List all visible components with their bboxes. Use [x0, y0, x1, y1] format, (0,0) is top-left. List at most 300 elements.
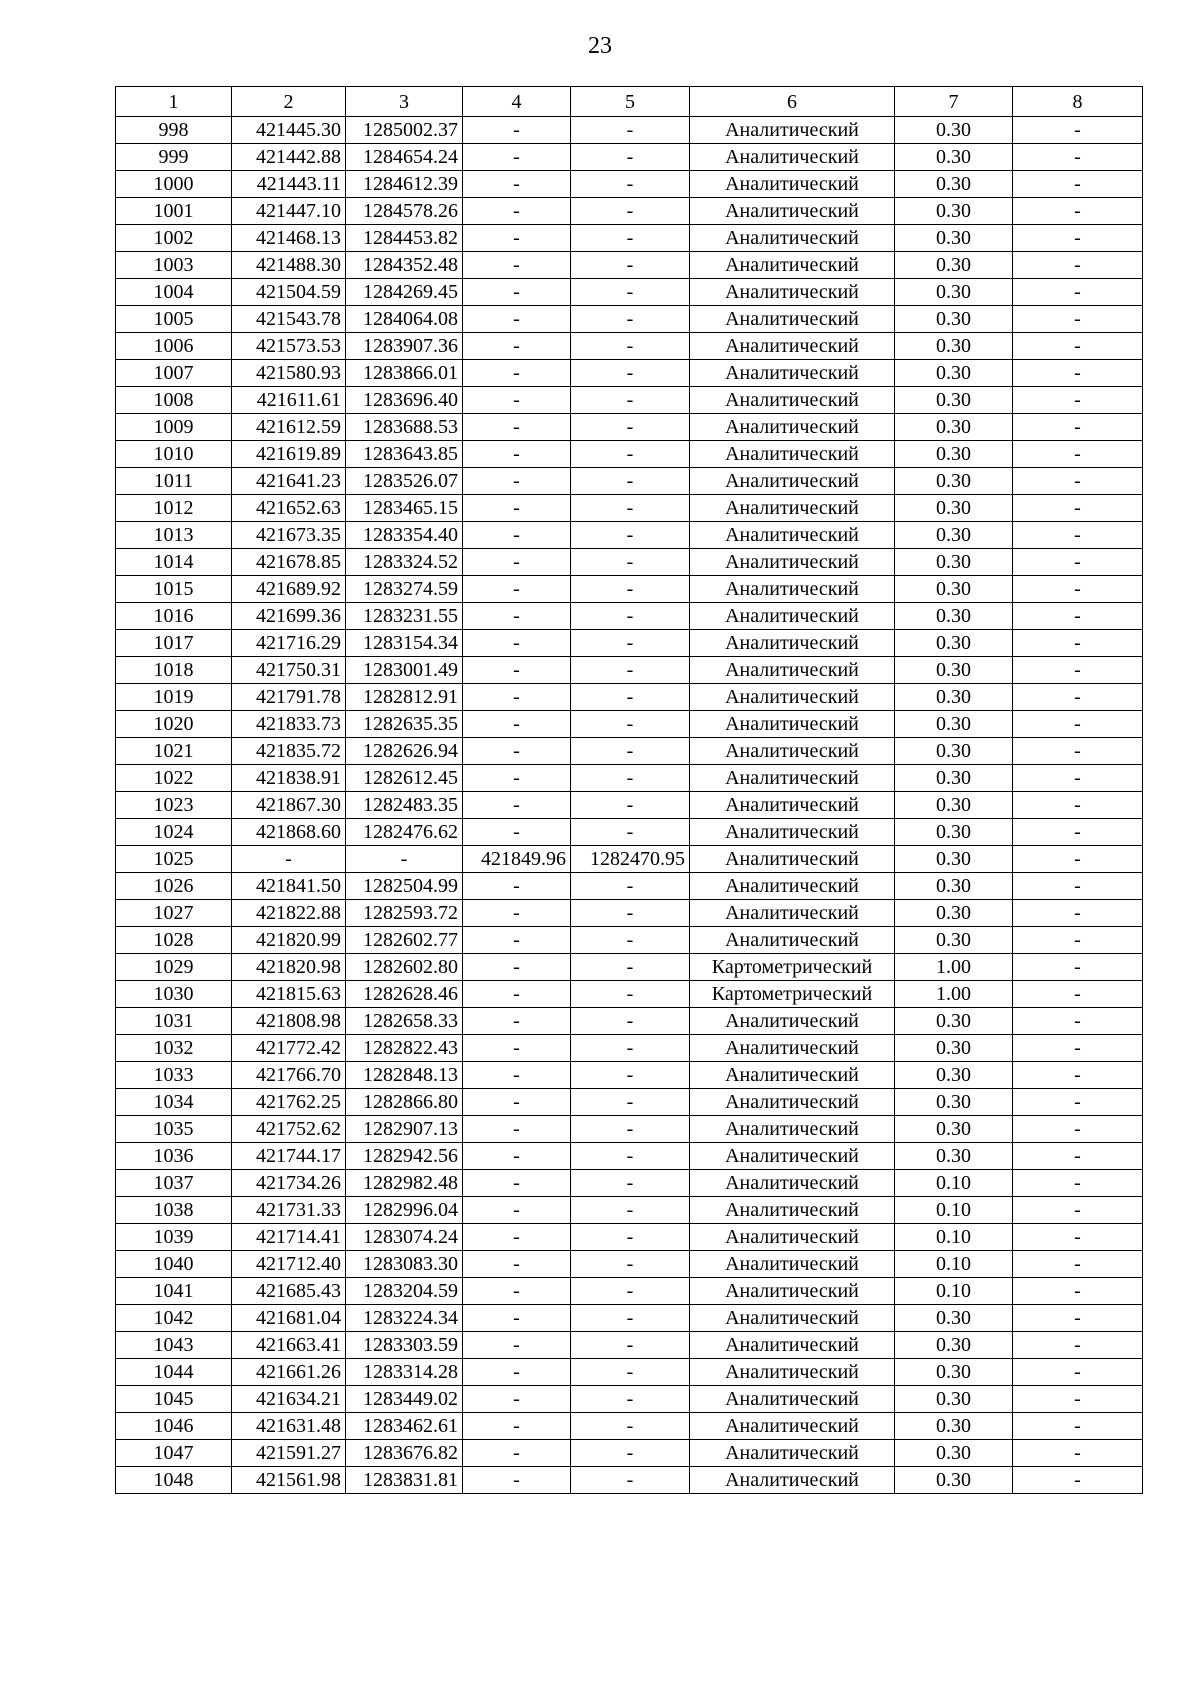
table-cell-col-7: 0.30 [895, 684, 1013, 711]
table-cell-col-8: - [1013, 1305, 1143, 1332]
table-cell-col-1: 1040 [116, 1251, 232, 1278]
table-cell-col-4: - [463, 1143, 571, 1170]
table-cell-col-2: 421685.43 [232, 1278, 346, 1305]
table-cell-col-2: 421867.30 [232, 792, 346, 819]
table-row [116, 252, 1143, 279]
table-cell-col-7: 0.30 [895, 738, 1013, 765]
table-cell-col-7: 0.30 [895, 1305, 1013, 1332]
table-cell-col-2: 421734.26 [232, 1170, 346, 1197]
table-cell-col-5: - [571, 819, 690, 846]
table-cell-col-7: 0.30 [895, 792, 1013, 819]
table-cell-col-2: 421712.40 [232, 1251, 346, 1278]
table-cell-col-8: - [1013, 738, 1143, 765]
table-cell-col-6: Аналитический [690, 441, 895, 468]
table-cell-col-4: - [463, 522, 571, 549]
table-cell-col-1: 1001 [116, 198, 232, 225]
table-cell-col-2: 421443.11 [232, 171, 346, 198]
table-cell-col-8: - [1013, 495, 1143, 522]
table-cell-col-4: - [463, 198, 571, 225]
table-row [116, 333, 1143, 360]
table-cell-col-8: - [1013, 306, 1143, 333]
table-cell-col-7: 0.30 [895, 1035, 1013, 1062]
table-cell-col-5: - [571, 117, 690, 144]
table-row [116, 495, 1143, 522]
table-cell-col-3: 1283303.59 [346, 1332, 463, 1359]
table-cell-col-3: 1282628.46 [346, 981, 463, 1008]
table-row [116, 1251, 1143, 1278]
table-cell-col-4: - [463, 657, 571, 684]
table-cell-col-3: 1283083.30 [346, 1251, 463, 1278]
table-cell-col-7: 0.30 [895, 522, 1013, 549]
table-cell-col-6: Аналитический [690, 360, 895, 387]
table-cell-col-1: 1006 [116, 333, 232, 360]
table-cell-col-7: 0.10 [895, 1197, 1013, 1224]
table-cell-col-4: - [463, 387, 571, 414]
table-cell-col-8: - [1013, 549, 1143, 576]
table-cell-col-6: Аналитический [690, 306, 895, 333]
table-cell-col-3: 1282812.91 [346, 684, 463, 711]
table-cell-col-2: 421815.63 [232, 981, 346, 1008]
table-cell-col-6: Аналитический [690, 117, 895, 144]
table-cell-col-3: 1283314.28 [346, 1359, 463, 1386]
table-cell-col-8: - [1013, 1332, 1143, 1359]
table-row [116, 144, 1143, 171]
table-cell-col-4: - [463, 765, 571, 792]
table-cell-col-6: Аналитический [690, 495, 895, 522]
table-cell-col-3: 1283001.49 [346, 657, 463, 684]
table-cell-col-7: 0.30 [895, 1332, 1013, 1359]
table-cell-col-2: 421612.59 [232, 414, 346, 441]
table-cell-col-5: - [571, 1413, 690, 1440]
table-row [116, 549, 1143, 576]
table-cell-col-5: - [571, 144, 690, 171]
table-cell-col-1: 1032 [116, 1035, 232, 1062]
table-cell-col-3: 1282626.94 [346, 738, 463, 765]
table-cell-col-6: Аналитический [690, 1224, 895, 1251]
table-cell-col-3: 1283224.34 [346, 1305, 463, 1332]
table-cell-col-3: 1283274.59 [346, 576, 463, 603]
table-cell-col-8: - [1013, 711, 1143, 738]
table-cell-col-1: 1033 [116, 1062, 232, 1089]
table-cell-col-6: Аналитический [690, 1332, 895, 1359]
table-cell-col-4: - [463, 171, 571, 198]
table-cell-col-3: 1284269.45 [346, 279, 463, 306]
table-cell-col-4: - [463, 603, 571, 630]
table-cell-col-4: - [463, 576, 571, 603]
table-cell-col-8: - [1013, 792, 1143, 819]
column-header-4: 4 [463, 87, 571, 117]
table-cell-col-3: 1283462.61 [346, 1413, 463, 1440]
table-cell-col-6: Аналитический [690, 657, 895, 684]
table-row [116, 1332, 1143, 1359]
table-cell-col-4: - [463, 1359, 571, 1386]
table-cell-col-8: - [1013, 927, 1143, 954]
table-cell-col-6: Аналитический [690, 522, 895, 549]
table-cell-col-2: 421634.21 [232, 1386, 346, 1413]
table-row [116, 1089, 1143, 1116]
table-cell-col-5: 1282470.95 [571, 846, 690, 873]
table-row [116, 900, 1143, 927]
table-cell-col-3: 1284064.08 [346, 306, 463, 333]
table-row [116, 630, 1143, 657]
table-cell-col-1: 998 [116, 117, 232, 144]
table-cell-col-1: 1029 [116, 954, 232, 981]
table-cell-col-4: - [463, 1278, 571, 1305]
table-cell-col-8: - [1013, 171, 1143, 198]
table-cell-col-4: - [463, 981, 571, 1008]
table-cell-col-8: - [1013, 900, 1143, 927]
table-cell-col-3: 1284612.39 [346, 171, 463, 198]
table-cell-col-5: - [571, 306, 690, 333]
table-cell-col-8: - [1013, 414, 1143, 441]
table-cell-col-7: 0.30 [895, 873, 1013, 900]
table-cell-col-6: Аналитический [690, 684, 895, 711]
table-cell-col-1: 1045 [116, 1386, 232, 1413]
table-cell-col-1: 999 [116, 144, 232, 171]
column-header-7: 7 [895, 87, 1013, 117]
table-cell-col-3: 1283526.07 [346, 468, 463, 495]
table-cell-col-1: 1015 [116, 576, 232, 603]
table-cell-col-8: - [1013, 1008, 1143, 1035]
table-cell-col-3: 1283154.34 [346, 630, 463, 657]
table-cell-col-5: - [571, 1089, 690, 1116]
table-cell-col-2: 421641.23 [232, 468, 346, 495]
table-cell-col-1: 1037 [116, 1170, 232, 1197]
table-cell-col-1: 1012 [116, 495, 232, 522]
table-cell-col-8: - [1013, 1359, 1143, 1386]
table-cell-col-2: 421619.89 [232, 441, 346, 468]
table-cell-col-7: 0.10 [895, 1278, 1013, 1305]
table-cell-col-5: - [571, 441, 690, 468]
table-cell-col-5: - [571, 1440, 690, 1467]
table-row [116, 387, 1143, 414]
table-row [116, 1035, 1143, 1062]
table-cell-col-7: 0.30 [895, 819, 1013, 846]
table-cell-col-2: 421447.10 [232, 198, 346, 225]
table-cell-col-7: 0.30 [895, 414, 1013, 441]
table-cell-col-2: 421504.59 [232, 279, 346, 306]
table-cell-col-3: 1284578.26 [346, 198, 463, 225]
table-cell-col-2: 421841.50 [232, 873, 346, 900]
table-cell-col-8: - [1013, 630, 1143, 657]
table-cell-col-7: 0.30 [895, 144, 1013, 171]
table-cell-col-2: 421744.17 [232, 1143, 346, 1170]
table-cell-col-4: - [463, 144, 571, 171]
table-cell-col-6: Аналитический [690, 873, 895, 900]
table-cell-col-7: 0.30 [895, 279, 1013, 306]
table-cell-col-5: - [571, 1278, 690, 1305]
table-cell-col-1: 1019 [116, 684, 232, 711]
table-cell-col-7: 0.30 [895, 306, 1013, 333]
table-cell-col-2: 421580.93 [232, 360, 346, 387]
table-cell-col-8: - [1013, 1413, 1143, 1440]
table-cell-col-1: 1025 [116, 846, 232, 873]
table-cell-col-6: Аналитический [690, 1089, 895, 1116]
table-cell-col-7: 0.30 [895, 468, 1013, 495]
table-cell-col-4: - [463, 1440, 571, 1467]
table-cell-col-1: 1005 [116, 306, 232, 333]
table-cell-col-1: 1021 [116, 738, 232, 765]
table-row [116, 1305, 1143, 1332]
table-cell-col-7: 0.30 [895, 1359, 1013, 1386]
table-cell-col-1: 1009 [116, 414, 232, 441]
table-cell-col-7: 0.30 [895, 603, 1013, 630]
table-cell-col-2: 421468.13 [232, 225, 346, 252]
table-cell-col-3: 1283866.01 [346, 360, 463, 387]
table-cell-col-1: 1004 [116, 279, 232, 306]
table-cell-col-6: Аналитический [690, 927, 895, 954]
table-cell-col-1: 1017 [116, 630, 232, 657]
table-cell-col-6: Аналитический [690, 1035, 895, 1062]
table-cell-col-2: 421838.91 [232, 765, 346, 792]
table-cell-col-3: 1282476.62 [346, 819, 463, 846]
table-cell-col-3: 1282602.80 [346, 954, 463, 981]
table-row [116, 819, 1143, 846]
table-cell-col-6: Аналитический [690, 468, 895, 495]
table-cell-col-6: Аналитический [690, 603, 895, 630]
table-cell-col-2: 421442.88 [232, 144, 346, 171]
table-cell-col-4: - [463, 225, 571, 252]
table-cell-col-3: 1283204.59 [346, 1278, 463, 1305]
table-cell-col-5: - [571, 252, 690, 279]
table-cell-col-4: - [463, 684, 571, 711]
table-cell-col-8: - [1013, 252, 1143, 279]
table-cell-col-8: - [1013, 684, 1143, 711]
table-cell-col-7: 0.10 [895, 1170, 1013, 1197]
table-cell-col-4: - [463, 1062, 571, 1089]
table-row [116, 306, 1143, 333]
table-cell-col-3: 1283643.85 [346, 441, 463, 468]
table-cell-col-8: - [1013, 1251, 1143, 1278]
table-cell-col-1: 1018 [116, 657, 232, 684]
column-header-3: 3 [346, 87, 463, 117]
table-cell-col-1: 1026 [116, 873, 232, 900]
table-cell-col-5: - [571, 225, 690, 252]
table-cell-col-3: 1283688.53 [346, 414, 463, 441]
table-cell-col-2: 421772.42 [232, 1035, 346, 1062]
table-cell-col-8: - [1013, 333, 1143, 360]
table-cell-col-5: - [571, 900, 690, 927]
table-cell-col-6: Аналитический [690, 1116, 895, 1143]
table-cell-col-5: - [571, 1251, 690, 1278]
table-cell-col-6: Аналитический [690, 1467, 895, 1494]
table-cell-col-5: - [571, 1035, 690, 1062]
table-cell-col-5: - [571, 468, 690, 495]
table-cell-col-5: - [571, 954, 690, 981]
table-cell-col-7: 0.30 [895, 576, 1013, 603]
table-cell-col-6: Аналитический [690, 279, 895, 306]
table-cell-col-5: - [571, 1170, 690, 1197]
table-cell-col-3: 1283074.24 [346, 1224, 463, 1251]
table-row [116, 1224, 1143, 1251]
table-cell-col-1: 1035 [116, 1116, 232, 1143]
table-cell-col-4: - [463, 738, 571, 765]
table-cell-col-4: - [463, 1089, 571, 1116]
table-row [116, 522, 1143, 549]
table-cell-col-2: 421791.78 [232, 684, 346, 711]
table-cell-col-1: 1044 [116, 1359, 232, 1386]
table-cell-col-3: 1284453.82 [346, 225, 463, 252]
table-cell-col-6: Аналитический [690, 1278, 895, 1305]
table-cell-col-5: - [571, 927, 690, 954]
table-cell-col-6: Аналитический [690, 900, 895, 927]
table-cell-col-7: 0.30 [895, 495, 1013, 522]
table-cell-col-4: 421849.96 [463, 846, 571, 873]
table-cell-col-2: 421561.98 [232, 1467, 346, 1494]
table-cell-col-1: 1036 [116, 1143, 232, 1170]
table-row [116, 792, 1143, 819]
column-header-1: 1 [116, 87, 232, 117]
table-row [116, 117, 1143, 144]
table-cell-col-7: 0.30 [895, 1467, 1013, 1494]
table-cell-col-5: - [571, 414, 690, 441]
column-header-8: 8 [1013, 87, 1143, 117]
table-cell-col-7: 0.30 [895, 630, 1013, 657]
table-cell-col-6: Аналитический [690, 1305, 895, 1332]
table-cell-col-4: - [463, 792, 571, 819]
table-row [116, 873, 1143, 900]
table-cell-col-5: - [571, 333, 690, 360]
table-cell-col-3: 1282848.13 [346, 1062, 463, 1089]
table-cell-col-5: - [571, 1305, 690, 1332]
table-cell-col-2: - [232, 846, 346, 873]
table-cell-col-6: Аналитический [690, 414, 895, 441]
table-cell-col-4: - [463, 333, 571, 360]
table-cell-col-3: 1283449.02 [346, 1386, 463, 1413]
table-row [116, 954, 1143, 981]
table-cell-col-6: Аналитический [690, 792, 895, 819]
table-cell-col-7: 0.30 [895, 657, 1013, 684]
table-cell-col-5: - [571, 684, 690, 711]
table-cell-col-2: 421673.35 [232, 522, 346, 549]
table-cell-col-7: 0.30 [895, 549, 1013, 576]
table-cell-col-5: - [571, 387, 690, 414]
table-row [116, 981, 1143, 1008]
table-cell-col-1: 1010 [116, 441, 232, 468]
table-cell-col-5: - [571, 1467, 690, 1494]
table-cell-col-1: 1046 [116, 1413, 232, 1440]
table-cell-col-3: 1282658.33 [346, 1008, 463, 1035]
table-cell-col-4: - [463, 279, 571, 306]
table-cell-col-1: 1007 [116, 360, 232, 387]
table-cell-col-4: - [463, 441, 571, 468]
table-row [116, 1008, 1143, 1035]
table-cell-col-2: 421833.73 [232, 711, 346, 738]
table-cell-col-6: Аналитический [690, 198, 895, 225]
table-cell-col-3: 1283231.55 [346, 603, 463, 630]
table-cell-col-4: - [463, 1413, 571, 1440]
table-cell-col-4: - [463, 1008, 571, 1035]
table-cell-col-7: 0.30 [895, 171, 1013, 198]
table-row [116, 414, 1143, 441]
table-cell-col-6: Аналитический [690, 252, 895, 279]
table-row [116, 225, 1143, 252]
table-cell-col-2: 421591.27 [232, 1440, 346, 1467]
table-cell-col-1: 1038 [116, 1197, 232, 1224]
table-cell-col-6: Аналитический [690, 333, 895, 360]
table-cell-col-1: 1013 [116, 522, 232, 549]
table-cell-col-3: 1283354.40 [346, 522, 463, 549]
table-cell-col-7: 0.30 [895, 765, 1013, 792]
column-header-2: 2 [232, 87, 346, 117]
table-cell-col-1: 1020 [116, 711, 232, 738]
table-cell-col-3: 1283676.82 [346, 1440, 463, 1467]
table-cell-col-8: - [1013, 1062, 1143, 1089]
table-body [116, 117, 1143, 1494]
table-cell-col-4: - [463, 360, 571, 387]
table-cell-col-6: Аналитический [690, 738, 895, 765]
table-cell-col-2: 421752.62 [232, 1116, 346, 1143]
table-cell-col-2: 421766.70 [232, 1062, 346, 1089]
table-cell-col-5: - [571, 171, 690, 198]
table-cell-col-4: - [463, 1035, 571, 1062]
table-cell-col-3: 1282635.35 [346, 711, 463, 738]
table-cell-col-2: 421822.88 [232, 900, 346, 927]
table-cell-col-1: 1047 [116, 1440, 232, 1467]
table-cell-col-2: 421631.48 [232, 1413, 346, 1440]
table-cell-col-8: - [1013, 1224, 1143, 1251]
table-cell-col-4: - [463, 252, 571, 279]
table-cell-col-5: - [571, 711, 690, 738]
table-cell-col-8: - [1013, 225, 1143, 252]
table-cell-col-7: 0.30 [895, 252, 1013, 279]
column-header-5: 5 [571, 87, 690, 117]
table-cell-col-2: 421488.30 [232, 252, 346, 279]
table-cell-col-1: 1022 [116, 765, 232, 792]
table-cell-col-4: - [463, 819, 571, 846]
table-cell-col-2: 421573.53 [232, 333, 346, 360]
table-cell-col-1: 1031 [116, 1008, 232, 1035]
table-cell-col-1: 1028 [116, 927, 232, 954]
table-cell-col-5: - [571, 1197, 690, 1224]
table-cell-col-6: Аналитический [690, 1143, 895, 1170]
table-row [116, 684, 1143, 711]
table-cell-col-6: Аналитический [690, 576, 895, 603]
table-cell-col-6: Аналитический [690, 144, 895, 171]
table-row [116, 198, 1143, 225]
table-cell-col-8: - [1013, 819, 1143, 846]
table-cell-col-3: 1282483.35 [346, 792, 463, 819]
table-cell-col-5: - [571, 1224, 690, 1251]
table-cell-col-8: - [1013, 1035, 1143, 1062]
table-cell-col-2: 421652.63 [232, 495, 346, 522]
table-cell-col-7: 0.30 [895, 1440, 1013, 1467]
table-cell-col-5: - [571, 495, 690, 522]
table-cell-col-7: 0.30 [895, 1008, 1013, 1035]
table-row [116, 1413, 1143, 1440]
table-cell-col-6: Аналитический [690, 1386, 895, 1413]
table-row [116, 738, 1143, 765]
table-cell-col-7: 0.30 [895, 117, 1013, 144]
table-cell-col-5: - [571, 657, 690, 684]
table-cell-col-3: 1285002.37 [346, 117, 463, 144]
table-cell-col-5: - [571, 549, 690, 576]
table-cell-col-5: - [571, 792, 690, 819]
table-row [116, 1116, 1143, 1143]
table-row [116, 1143, 1143, 1170]
table-cell-col-2: 421731.33 [232, 1197, 346, 1224]
table-cell-col-1: 1042 [116, 1305, 232, 1332]
table-cell-col-4: - [463, 873, 571, 900]
table-cell-col-2: 421835.72 [232, 738, 346, 765]
table-cell-col-5: - [571, 738, 690, 765]
table-cell-col-5: - [571, 360, 690, 387]
table-cell-col-2: 421611.61 [232, 387, 346, 414]
table-cell-col-4: - [463, 1224, 571, 1251]
table-cell-col-7: 0.30 [895, 1413, 1013, 1440]
table-cell-col-5: - [571, 1008, 690, 1035]
table-cell-col-6: Аналитический [690, 1008, 895, 1035]
